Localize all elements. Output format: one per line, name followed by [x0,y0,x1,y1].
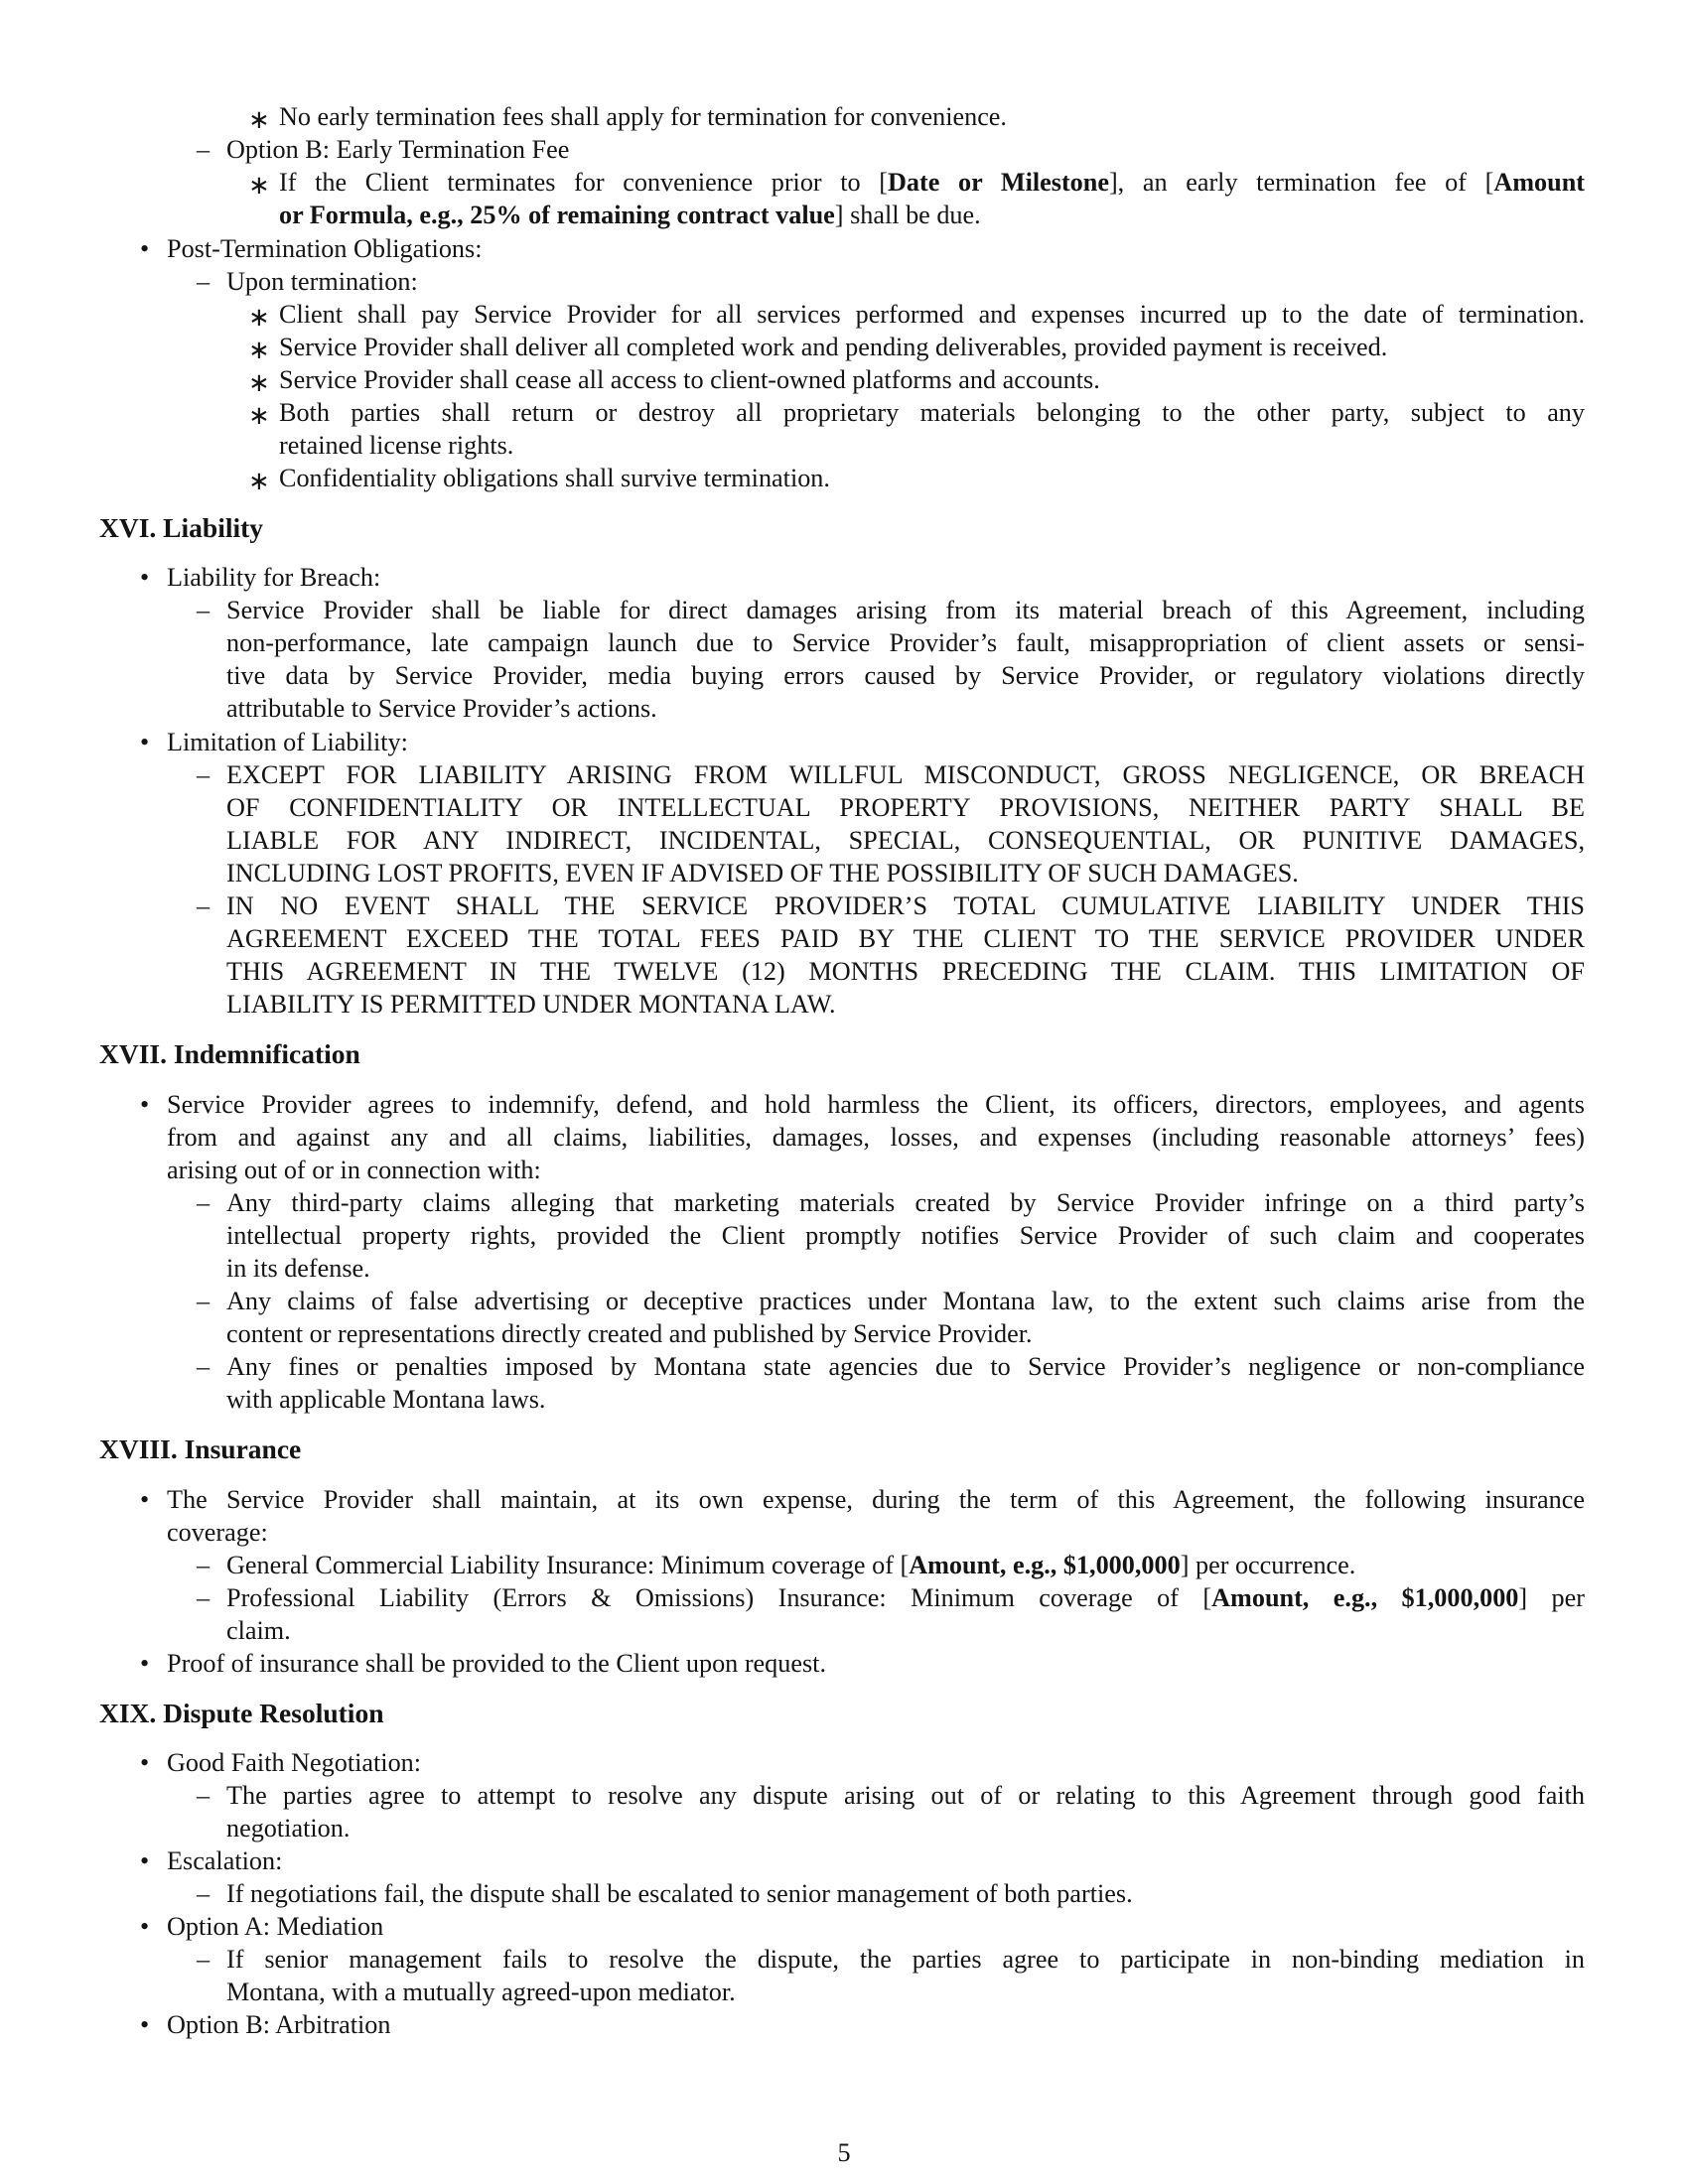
dash-bullet-icon: – [197,891,211,920]
option-b-label: Option B: Early Termination Fee [226,135,570,164]
breach-text-line: non-performance, late campaign launch due to Service Provider’s fault, misappropriation of client assets or sensi- [226,628,1585,657]
ip-claim-line: in its defense. [226,1254,370,1283]
early-termination-fee-line-1: If the Client terminates for convenience prior to [Date or Milestone], an early termination fee of [Amount [279,168,1585,197]
bullet-dot-icon: • [140,1912,150,1941]
cap-text-line: LIABILITY IS PERMITTED UNDER MONTANA LAW. [226,990,836,1019]
indemnification-intro-line: Service Provider agrees to indemnify, defend, and hold harmless the Client, its officers, directors, employees, and agents [167,1090,1585,1119]
asterisk-bullet-icon: ∗ [248,336,270,364]
page-number: 5 [837,2138,851,2167]
escalation-label: Escalation: [167,1846,283,1875]
dash-bullet-icon: – [197,1287,211,1315]
section-heading-indemnification: XVII. Indemnification [99,1038,360,1069]
dash-bullet-icon: – [197,1188,211,1217]
limitation-label: Limitation of Liability: [167,728,408,756]
bullet-dot-icon: • [140,1846,150,1875]
false-advertising-line: Any claims of false advertising or deceptive practices under Montana law, to the extent such claims arise from the [226,1287,1585,1315]
obligation-item-continued: retained license rights. [279,431,514,460]
dash-bullet-icon: – [197,1352,211,1381]
dash-bullet-icon: – [197,1945,211,1974]
bullet-dot-icon: • [140,234,150,263]
escalation-text: If negotiations fail, the dispute shall be escalated to senior management of both parties. [226,1879,1133,1908]
liability-breach-label: Liability for Breach: [167,563,381,592]
indemnification-intro-line: arising out of or in connection with: [167,1156,541,1184]
breach-text-line: attributable to Service Provider’s actions. [226,694,657,723]
ip-claim-line: intellectual property rights, provided the Client promptly notifies Service Provider of such claim and cooperates [226,1221,1585,1250]
insurance-intro-line: coverage: [167,1518,268,1547]
bullet-dot-icon: • [140,1485,150,1514]
obligation-item: Both parties shall return or destroy all proprietary materials belonging to the other party, subject to any [279,398,1585,427]
asterisk-bullet-icon: ∗ [248,171,270,200]
proof-of-insurance: Proof of insurance shall be provided to the Client upon request. [167,1649,826,1678]
asterisk-bullet-icon: ∗ [248,303,270,332]
mediation-label: Option A: Mediation [167,1912,384,1941]
section-heading-dispute-resolution: XIX. Dispute Resolution [99,1698,384,1728]
cap-text-line: IN NO EVENT SHALL THE SERVICE PROVIDER’S TOTAL CUMULATIVE LIABILITY UNDER THIS [226,891,1585,920]
obligation-item: Service Provider shall cease all access to client-owned platforms and accounts. [279,365,1100,394]
mediation-line: Montana, with a mutually agreed-upon mediator. [226,1978,736,2006]
exclusion-text-line: OF CONFIDENTIALITY OR INTELLECTUAL PROPERTY PROVISIONS, NEITHER PARTY SHALL BE [226,793,1585,822]
dash-bullet-icon: – [197,760,211,789]
cap-text-line: AGREEMENT EXCEED THE TOTAL FEES PAID BY THE CLIENT TO THE SERVICE PROVIDER UNDER [226,924,1585,953]
dash-bullet-icon: – [197,1551,211,1579]
dash-bullet-icon: – [197,135,211,164]
mediation-line: If senior management fails to resolve the dispute, the parties agree to participate in non-binding mediation in [226,1945,1585,1974]
exclusion-text-line: INCLUDING LOST PROFITS, EVEN IF ADVISED OF THE POSSIBILITY OF SUCH DAMAGES. [226,859,1299,887]
exclusion-text-line: LIABLE FOR ANY INDIRECT, INCIDENTAL, SPECIAL, CONSEQUENTIAL, OR PUNITIVE DAMAGES, [226,826,1585,855]
cap-text-line: THIS AGREEMENT IN THE TWELVE (12) MONTHS PRECEDING THE CLAIM. THIS LIMITATION OF [226,957,1585,986]
breach-text-line: tive data by Service Provider, media buying errors caused by Service Provider, or regulatory violations directly [226,661,1585,690]
asterisk-bullet-icon: ∗ [248,467,270,495]
dash-bullet-icon: – [197,1583,211,1612]
ip-claim-line: Any third-party claims alleging that marketing materials created by Service Provider infringe on a third party’s [226,1188,1585,1217]
general-liability-line: General Commercial Liability Insurance: Minimum coverage of [Amount, e.g., $1,000,000] per occurrence. [226,1551,1356,1579]
good-faith-line: The parties agree to attempt to resolve any dispute arising out of or relating to this Agreement through good faith [226,1781,1585,1810]
indemnification-intro-line: from and against any and all claims, liabilities, damages, losses, and expenses (including reasonable attorneys’ fees) [167,1123,1585,1152]
early-termination-fee-line-2: or Formula, e.g., 25% of remaining contract value] shall be due. [279,201,981,229]
exclusion-text-line: EXCEPT FOR LIABILITY ARISING FROM WILLFUL MISCONDUCT, GROSS NEGLIGENCE, OR BREACH [226,760,1585,789]
bullet-dot-icon: • [140,1649,150,1678]
upon-termination-label: Upon termination: [226,267,418,296]
bullet-dot-icon: • [140,1748,150,1777]
arbitration-label: Option B: Arbitration [167,2010,391,2039]
false-advertising-line: content or representations directly created and published by Service Provider. [226,1319,1033,1348]
asterisk-bullet-icon: ∗ [248,368,270,397]
post-termination-label: Post-Termination Obligations: [167,234,483,263]
breach-text-line: Service Provider shall be liable for direct damages arising from its material breach of this Agreement, including [226,596,1585,624]
termination-no-fee: No early termination fees shall apply for termination for convenience. [279,102,1007,131]
professional-liability-line: claim. [226,1616,291,1645]
fines-line: Any fines or penalties imposed by Montana state agencies due to Service Provider’s negligence or non-compliance [226,1352,1585,1381]
fines-line: with applicable Montana laws. [226,1385,546,1414]
dash-bullet-icon: – [197,596,211,624]
good-faith-line: negotiation. [226,1814,351,1843]
professional-liability-line: Professional Liability (Errors & Omissions) Insurance: Minimum coverage of [Amount, e.g., $1,000,000] per [226,1583,1585,1612]
dash-bullet-icon: – [197,1879,211,1908]
bullet-dot-icon: • [140,1090,150,1119]
good-faith-label: Good Faith Negotiation: [167,1748,422,1777]
asterisk-bullet-icon: ∗ [248,401,270,430]
bullet-dot-icon: • [140,563,150,592]
section-heading-insurance: XVIII. Insurance [99,1433,302,1464]
section-heading-liability: XVI. Liability [99,512,264,543]
dash-bullet-icon: – [197,267,211,296]
obligation-item: Client shall pay Service Provider for all services performed and expenses incurred up to the date of termination. [279,300,1585,329]
obligation-item: Confidentiality obligations shall survive termination. [279,464,830,492]
dash-bullet-icon: – [197,1781,211,1810]
insurance-intro-line: The Service Provider shall maintain, at its own expense, during the term of this Agreement, the following insurance [167,1485,1585,1514]
obligation-item: Service Provider shall deliver all completed work and pending deliverables, provided payment is received. [279,333,1388,361]
bullet-dot-icon: • [140,728,150,756]
bullet-dot-icon: • [140,2010,150,2039]
asterisk-bullet-icon: ∗ [248,105,270,134]
